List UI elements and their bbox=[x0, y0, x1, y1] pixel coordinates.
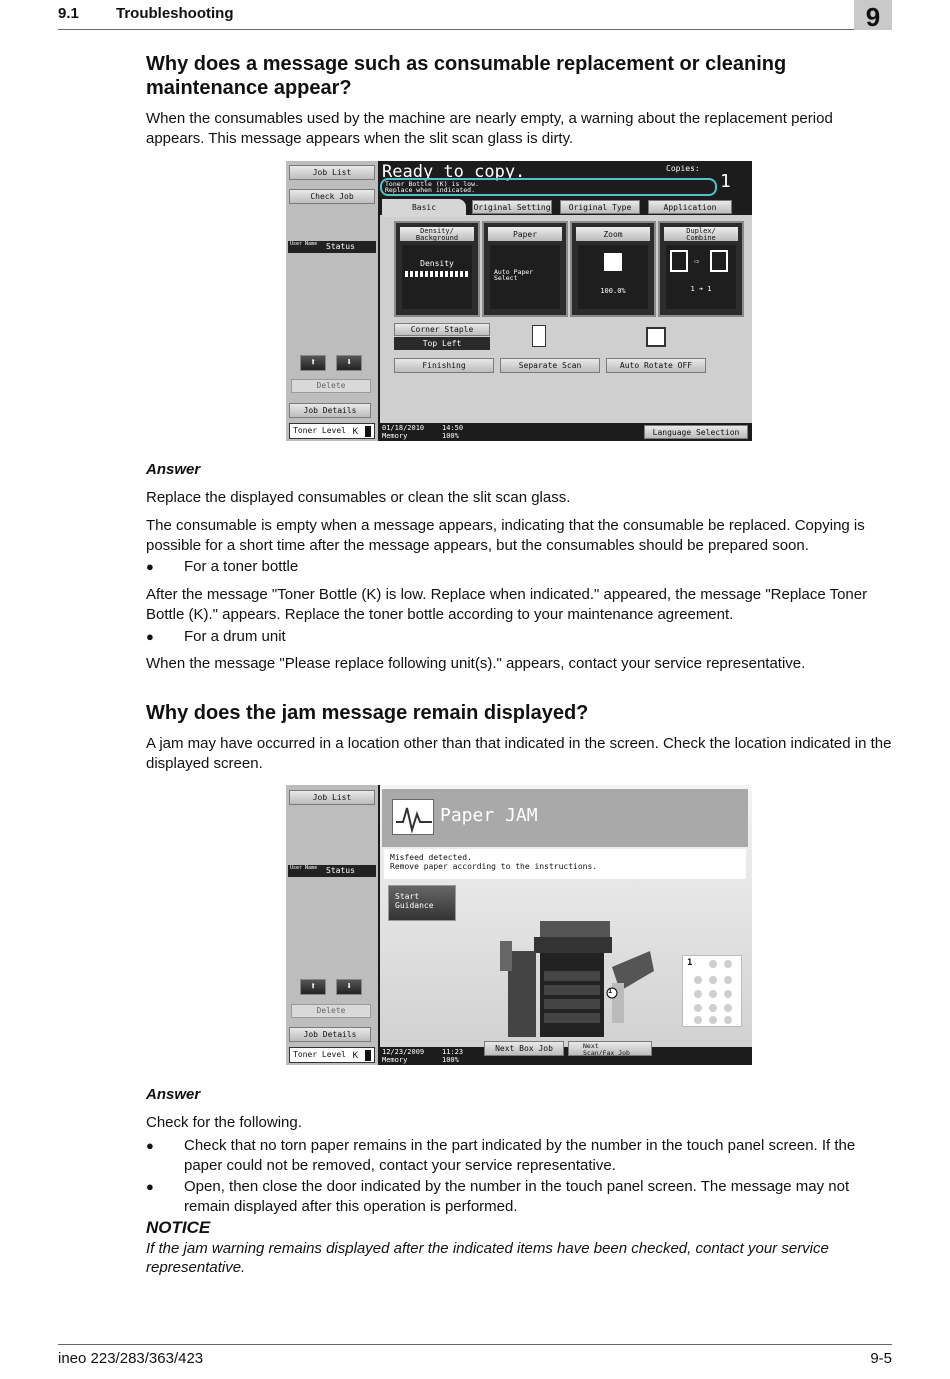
jam-location-number: 1 bbox=[687, 958, 693, 968]
paper-key[interactable] bbox=[482, 221, 568, 317]
density-caption-line2: Background bbox=[415, 233, 459, 242]
warning-highlight bbox=[380, 178, 717, 196]
duplex-body bbox=[666, 245, 736, 309]
duplex-key[interactable] bbox=[658, 221, 744, 317]
density-body bbox=[402, 245, 472, 309]
finishing-button[interactable]: Finishing bbox=[394, 358, 494, 373]
copies-label: Copies: bbox=[666, 164, 700, 173]
status-label: Status bbox=[326, 866, 355, 875]
status-bar bbox=[380, 423, 752, 441]
delete-button[interactable]: Delete bbox=[291, 1004, 371, 1018]
footer-model: ineo 223/283/363/423 bbox=[58, 1350, 204, 1367]
next-scan-line1: Next bbox=[583, 1042, 599, 1050]
bullet-toner-text: For a toner bottle bbox=[184, 558, 299, 575]
copies-value: 1 bbox=[720, 171, 731, 192]
next-scan-fax-job-button[interactable] bbox=[568, 1041, 652, 1056]
toner-paragraph: After the message "Toner Bottle (K) is low. Replace when indicated." appeared, the message "Replace Toner Bottle (K)." appears. Replace the toner bottle according to your maintenance agreement. bbox=[146, 586, 868, 623]
bullet-torn-paper bbox=[146, 1136, 894, 1176]
density-scale-icon bbox=[405, 271, 469, 277]
bullet-torn-paper-text: Check that no torn paper remains in the part indicated by the number in the touch panel screen. If the paper could not be removed, contact your service representative. bbox=[184, 1137, 856, 1174]
jam-main-area bbox=[380, 785, 752, 1065]
toner-level-indicator bbox=[289, 423, 375, 439]
copy-screen-panel bbox=[286, 161, 752, 441]
check-line: Check for the following. bbox=[146, 1114, 302, 1131]
section-title: Troubleshooting bbox=[116, 5, 234, 22]
corner-staple-label: Corner Staple bbox=[394, 323, 490, 336]
heading-jam-message: Why does the jam message remain displayed? bbox=[146, 702, 589, 724]
paper-body bbox=[490, 245, 560, 309]
job-sidebar bbox=[286, 161, 378, 441]
duplex-value: 1 ➔ 1 bbox=[690, 285, 712, 293]
memory-label: Memory bbox=[382, 1056, 408, 1064]
chapter-tab: 9 bbox=[854, 0, 892, 30]
job-details-button[interactable]: Job Details bbox=[289, 1027, 371, 1042]
tab-application[interactable]: Application bbox=[648, 200, 732, 214]
toner-k-label: K bbox=[352, 427, 358, 437]
drum-paragraph: When the message "Please replace following unit(s)." appears, contact your service representative. bbox=[146, 655, 806, 672]
toner-bar-icon bbox=[365, 1050, 371, 1061]
density-caption bbox=[400, 227, 474, 241]
jam-screen-panel bbox=[286, 785, 752, 1065]
zoom-page-icon bbox=[604, 253, 622, 271]
next-scan-line2: Scan/Fax Job bbox=[583, 1048, 630, 1056]
job-list-button[interactable]: Job List bbox=[289, 165, 375, 180]
jam-location-grid bbox=[682, 955, 742, 1027]
date-label: 12/23/2009 bbox=[382, 1048, 425, 1056]
time-label: 11:23 bbox=[442, 1048, 464, 1056]
start-guidance-line2: Guidance bbox=[395, 901, 434, 910]
time-label: 14:50 bbox=[442, 424, 464, 432]
user-name-label: User Name bbox=[290, 865, 318, 871]
consumable-paragraph: The consumable is empty when a message appears, indicating that the consumable be replaced. Copying is possible for a short time after the message appears, but the consumables should be prepared soon. bbox=[146, 517, 865, 554]
intro-jam: A jam may have occurred in a location other than that indicated in the screen. Check the location indicated in the displayed screen. bbox=[146, 735, 892, 772]
copy-main-area bbox=[380, 161, 752, 441]
auto-rotate-button[interactable]: Auto Rotate OFF bbox=[606, 358, 706, 373]
tab-basic[interactable]: Basic bbox=[382, 199, 466, 217]
auto-rotate-icon bbox=[646, 327, 666, 347]
tab-original-setting[interactable]: Original Setting bbox=[472, 200, 552, 214]
separate-scan-button[interactable]: Separate Scan bbox=[500, 358, 600, 373]
answer-label-2: Answer bbox=[146, 1086, 201, 1103]
answer-label-1: Answer bbox=[146, 461, 201, 478]
intro-consumable: When the consumables used by the machine are nearly empty, a warning about the replacement period appears. This message appears when the slit scan glass is dirty. bbox=[146, 110, 833, 147]
status-bar bbox=[380, 1047, 752, 1065]
copier-illustration-icon bbox=[500, 911, 660, 1039]
memory-label: Memory bbox=[382, 432, 408, 440]
bullet-drum-text: For a drum unit bbox=[184, 628, 286, 645]
scroll-down-button[interactable]: ⬇ bbox=[336, 979, 362, 995]
separate-scan-icon bbox=[532, 325, 546, 347]
date-label: 01/18/2010 bbox=[382, 424, 425, 432]
section-number: 9.1 bbox=[58, 5, 79, 22]
footer-page-number: 9-5 bbox=[870, 1350, 892, 1367]
user-status-header bbox=[288, 865, 376, 877]
duplex-caption-line2: Combine bbox=[686, 233, 716, 242]
warning-line-2: Replace when indicated. bbox=[385, 186, 476, 194]
job-details-button[interactable]: Job Details bbox=[289, 403, 371, 418]
heading-consumable-message: Why does a message such as consumable replacement or cleaning maintenance appear? bbox=[146, 53, 787, 99]
memory-value: 100% bbox=[442, 1056, 459, 1064]
bullet-icon: ● bbox=[146, 629, 154, 644]
duplex-caption bbox=[664, 227, 738, 241]
delete-button[interactable]: Delete bbox=[291, 379, 371, 393]
jam-message-box bbox=[384, 849, 746, 879]
bullet-icon: ● bbox=[146, 559, 154, 574]
duplex-original-icon bbox=[670, 250, 688, 272]
location-dots-icon bbox=[683, 956, 743, 1028]
scroll-up-button[interactable]: ⬆ bbox=[300, 355, 326, 371]
status-label: Status bbox=[326, 242, 355, 251]
jam-icon bbox=[392, 799, 434, 835]
tab-original-type[interactable]: Original Type bbox=[560, 200, 640, 214]
duplex-copy-icon bbox=[710, 250, 728, 272]
density-key[interactable] bbox=[394, 221, 480, 317]
user-name-label: User Name bbox=[290, 241, 318, 247]
toner-k-label: K bbox=[352, 1051, 358, 1061]
zoom-value: 100.0% bbox=[600, 287, 626, 295]
check-job-button[interactable]: Check Job bbox=[289, 189, 375, 204]
density-caption-line1: Density/ bbox=[420, 227, 454, 235]
start-guidance-line1: Start bbox=[395, 892, 420, 901]
scroll-up-button[interactable]: ⬆ bbox=[300, 979, 326, 995]
top-left-value: Top Left bbox=[394, 337, 490, 350]
duplex-arrow-icon: ⇨ bbox=[694, 257, 700, 267]
callout-number: 1 bbox=[608, 987, 613, 995]
start-guidance-button[interactable] bbox=[388, 885, 456, 921]
job-sidebar bbox=[286, 785, 378, 1065]
zoom-caption: Zoom bbox=[576, 227, 650, 241]
job-list-button[interactable]: Job List bbox=[289, 790, 375, 805]
toner-level-label: Toner Level bbox=[293, 1050, 346, 1059]
toner-bar-icon bbox=[365, 426, 371, 437]
running-footer bbox=[58, 1344, 892, 1368]
duplex-caption-line1: Duplex/ bbox=[686, 227, 716, 235]
message-area bbox=[380, 161, 752, 203]
jam-msg-line1: Misfeed detected. bbox=[390, 853, 472, 862]
jam-msg-line2: Remove paper according to the instructions. bbox=[390, 862, 598, 871]
jam-title: Paper JAM bbox=[440, 805, 538, 826]
paper-value-line1: Auto Paper bbox=[494, 268, 534, 276]
notice-title: NOTICE bbox=[146, 1218, 211, 1237]
bullet-open-close-door bbox=[146, 1177, 894, 1217]
zoom-body bbox=[578, 245, 648, 309]
notice-body: If the jam warning remains displayed after the indicated items have been checked, contact your service representative. bbox=[146, 1240, 829, 1276]
jam-title-bar bbox=[382, 789, 748, 847]
density-label: Density bbox=[420, 259, 454, 268]
memory-value: 100% bbox=[442, 432, 459, 440]
answer-line-1: Replace the displayed consumables or clean the slit scan glass. bbox=[146, 489, 571, 506]
bullet-icon: ● bbox=[146, 1138, 154, 1153]
toner-level-label: Toner Level bbox=[293, 426, 346, 435]
language-selection-button[interactable]: Language Selection bbox=[644, 425, 748, 439]
paper-caption: Paper bbox=[488, 227, 562, 241]
next-box-job-button[interactable]: Next Box Job bbox=[484, 1041, 564, 1056]
zoom-key[interactable] bbox=[570, 221, 656, 317]
paper-value-line2: Select bbox=[494, 274, 518, 282]
bullet-door-text: Open, then close the door indicated by the number in the touch panel screen. The message may not remain displayed after this operation is performed. bbox=[184, 1178, 850, 1215]
bullet-icon: ● bbox=[146, 1179, 154, 1194]
toner-level-indicator bbox=[289, 1047, 375, 1063]
ready-title: Ready to copy. bbox=[382, 162, 526, 182]
scroll-down-button[interactable]: ⬇ bbox=[336, 355, 362, 371]
warning-line-1: Toner Bottle (K) is low. bbox=[385, 180, 479, 188]
running-header bbox=[58, 4, 892, 30]
user-status-header bbox=[288, 241, 376, 253]
